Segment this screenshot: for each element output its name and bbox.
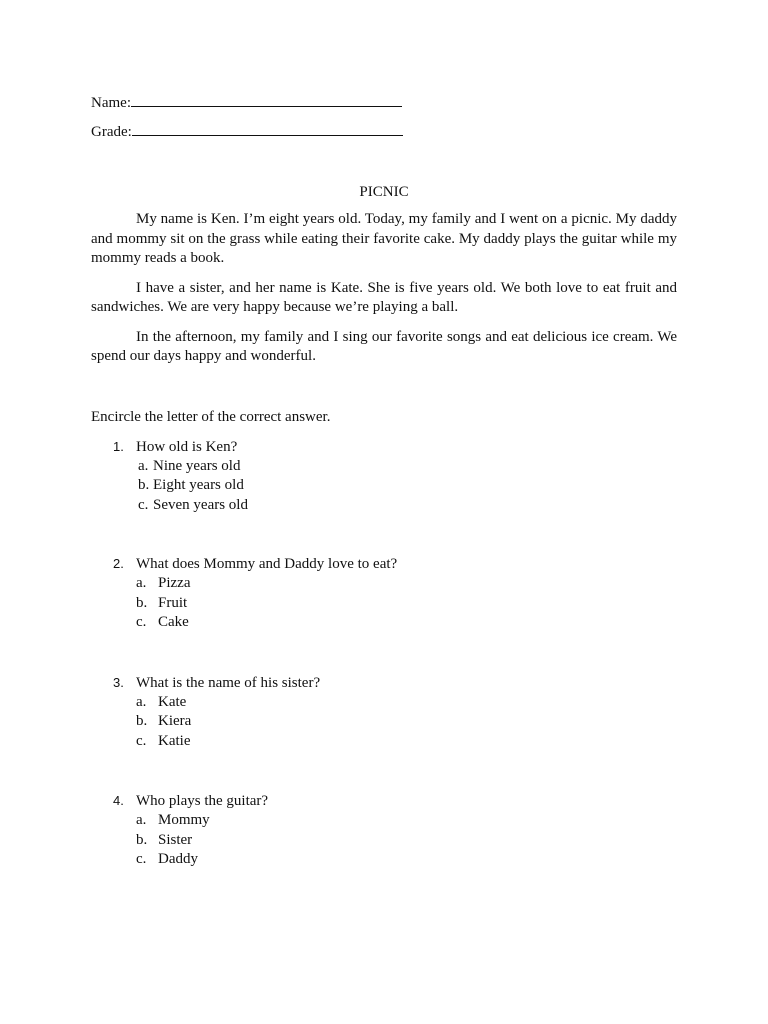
option-letter[interactable]: a. <box>136 575 147 591</box>
option-letter[interactable]: b. <box>136 594 148 611</box>
story-paragraph-3: In the afternoon, my family and I sing our favorite songs and eat delicious ice cream. We spend our days happy and wonderful. <box>91 328 677 364</box>
question-2 <box>91 554 677 633</box>
question-number: 3. <box>113 674 124 690</box>
option-text: Nine years old <box>153 457 241 474</box>
option-letter[interactable]: b. <box>136 713 148 729</box>
answer-option-b[interactable] <box>136 594 677 614</box>
question-number: 2. <box>113 556 124 571</box>
option-text: Kate <box>158 693 187 710</box>
answer-options <box>136 574 677 633</box>
option-text: Sister <box>158 831 193 848</box>
question-list <box>91 437 677 870</box>
answer-options <box>136 457 677 516</box>
option-text: Pizza <box>158 575 191 591</box>
answer-option-b[interactable] <box>138 476 677 496</box>
grade-label: Grade: <box>91 124 132 140</box>
name-label: Name: <box>91 95 131 111</box>
answer-option-a[interactable] <box>136 574 677 594</box>
option-letter[interactable]: b. <box>136 831 148 848</box>
question-text: What does Mommy and Daddy love to eat? <box>136 556 398 572</box>
question-text: How old is Ken? <box>136 438 238 455</box>
option-text: Daddy <box>158 851 198 867</box>
story-paragraph-2: I have a sister, and her name is Kate. She is five years old. We both love to eat fruit and sandwiches. We are very happy because we’re playing a ball. <box>91 279 677 315</box>
option-text: Mommy <box>158 812 210 828</box>
question-number: 1. <box>113 438 124 454</box>
answer-options <box>136 811 677 870</box>
worksheet-page <box>91 92 677 870</box>
option-text: Fruit <box>158 594 188 611</box>
grade-field <box>91 121 677 141</box>
option-text: Kiera <box>158 713 192 729</box>
option-letter[interactable]: a. <box>138 457 149 474</box>
option-letter[interactable]: c. <box>136 851 147 867</box>
option-text: Seven years old <box>153 496 248 513</box>
name-blank-line[interactable] <box>131 92 402 107</box>
grade-blank-line[interactable] <box>132 121 403 136</box>
answer-option-b[interactable] <box>136 712 677 732</box>
question-3 <box>91 673 677 752</box>
answer-option-b[interactable] <box>136 831 677 851</box>
question-1 <box>91 437 677 516</box>
answer-option-c[interactable] <box>136 613 677 633</box>
option-text: Eight years old <box>153 477 244 493</box>
answer-option-a[interactable] <box>136 811 677 831</box>
quiz-instruction: Encircle the letter of the correct answer. <box>91 408 331 425</box>
answer-option-a[interactable] <box>138 457 677 477</box>
name-field <box>91 92 677 112</box>
question-4 <box>91 791 677 870</box>
answer-option-a[interactable] <box>136 693 677 713</box>
answer-option-c[interactable] <box>136 732 677 752</box>
answer-option-c[interactable] <box>138 496 677 516</box>
option-letter[interactable]: c. <box>136 732 147 749</box>
option-text: Katie <box>158 732 191 749</box>
question-text: What is the name of his sister? <box>136 674 321 691</box>
answer-options <box>136 693 677 752</box>
option-letter[interactable]: b. <box>138 477 150 493</box>
question-number: 4. <box>113 793 124 808</box>
story-paragraph-1: My name is Ken. I’m eight years old. Today, my family and I went on a picnic. My daddy and mommy sit on the grass while eating their favorite cake. My daddy plays the guitar while my mommy reads a book. <box>91 211 677 266</box>
question-text: Who plays the guitar? <box>136 793 269 809</box>
option-text: Cake <box>158 614 189 630</box>
option-letter[interactable]: c. <box>136 614 147 630</box>
answer-option-c[interactable] <box>136 850 677 870</box>
story-title: PICNIC <box>359 184 409 200</box>
option-letter[interactable]: a. <box>136 812 147 828</box>
option-letter[interactable]: c. <box>138 496 149 513</box>
option-letter[interactable]: a. <box>136 693 147 710</box>
